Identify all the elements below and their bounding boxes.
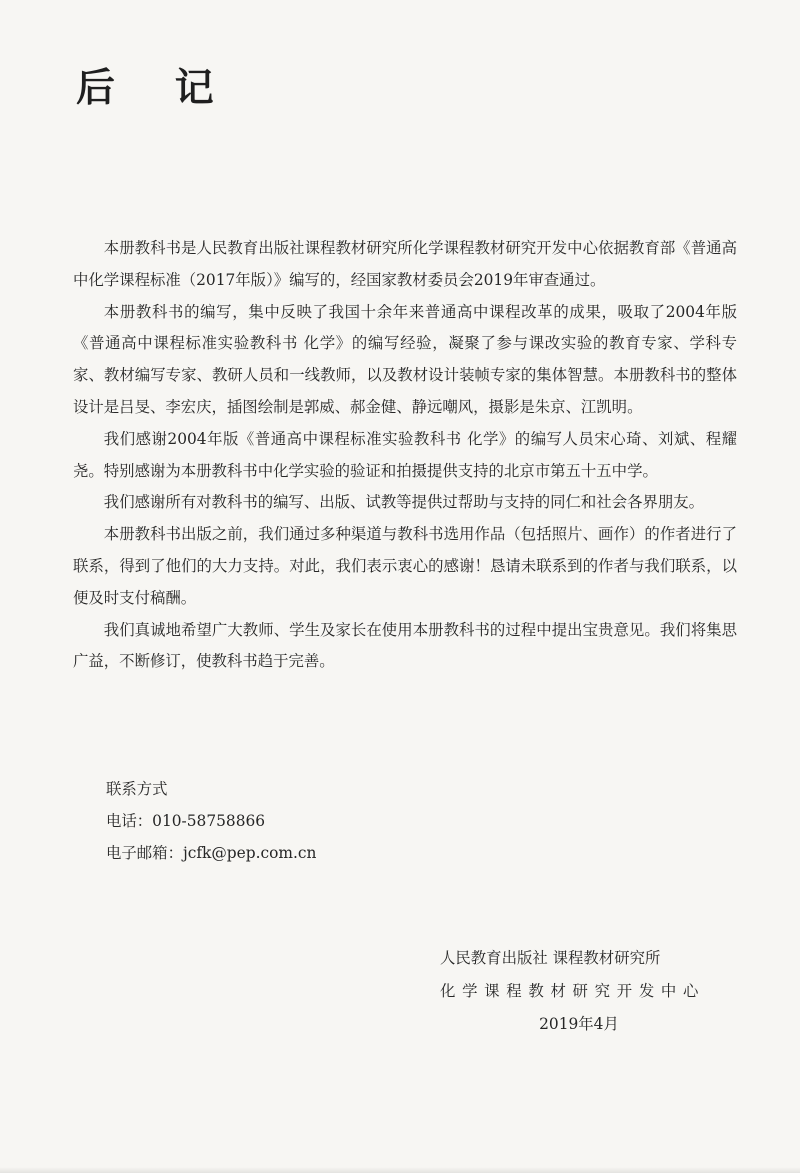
contact-phone: 电话：010-58758866 [106,812,266,830]
contact-heading: 联系方式 [106,780,168,798]
contact-block [106,773,316,869]
paragraph-6: 我们真诚地希望广大教师、学生及家长在使用本册教科书的过程中提出宝贵意见。我们将集思广益，不断修订，使教科书趋于完善。 [73,620,737,671]
signature-date: 2019年4月 [539,1015,619,1033]
afterword-body [73,233,737,678]
page-title: 后 记 [76,66,237,111]
contact-email: 电子邮箱：jcfk@pep.com.cn [106,844,317,862]
paragraph-5: 本册教科书出版之前，我们通过多种渠道与教科书选用作品（包括照片、画作）的作者进行了联系，得到了他们的大力支持。对此，我们表示衷心的感谢！恳请未联系到的作者与我们联系，以便及时支付稿酬。 [73,525,737,607]
signature-block [440,942,706,1041]
signature-org-line-2: 化学课程教材研究开发中心 [440,982,706,1000]
paragraph-3: 我们感谢2004年版《普通高中课程标准实验教科书 化学》的编写人员宋心琦、刘斌、程耀尧。特别感谢为本册教科书中化学实验的验证和拍摄提供支持的北京市第五十五中学。 [73,429,737,480]
page-edge-shadow [0,1167,800,1173]
paragraph-4: 我们感谢所有对教科书的编写、出版、试教等提供过帮助与支持的同仁和社会各界朋友。 [103,493,705,512]
paragraph-2: 本册教科书的编写，集中反映了我国十余年来普通高中课程改革的成果，吸取了2004年版《普通高中课程标准实验教科书 化学》的编写经验，凝聚了参与课改实验的教育专家、学科专家、教材编写专家、教研人员和一线教师，以及教材设计装帧专家的集体智慧。本册教科书的整体设计是吕旻、李宏庆，插图绘制是郭威、郝金健、静远嘲风，摄影是朱京、江凯明。 [73,302,737,416]
paragraph-1: 本册教科书是人民教育出版社课程教材研究所化学课程教材研究开发中心依据教育部《普通高中化学课程标准（2017年版）》编写的，经国家教材委员会2019年审查通过。 [73,239,737,289]
signature-org-line-1: 人民教育出版社 课程教材研究所 [440,949,661,967]
